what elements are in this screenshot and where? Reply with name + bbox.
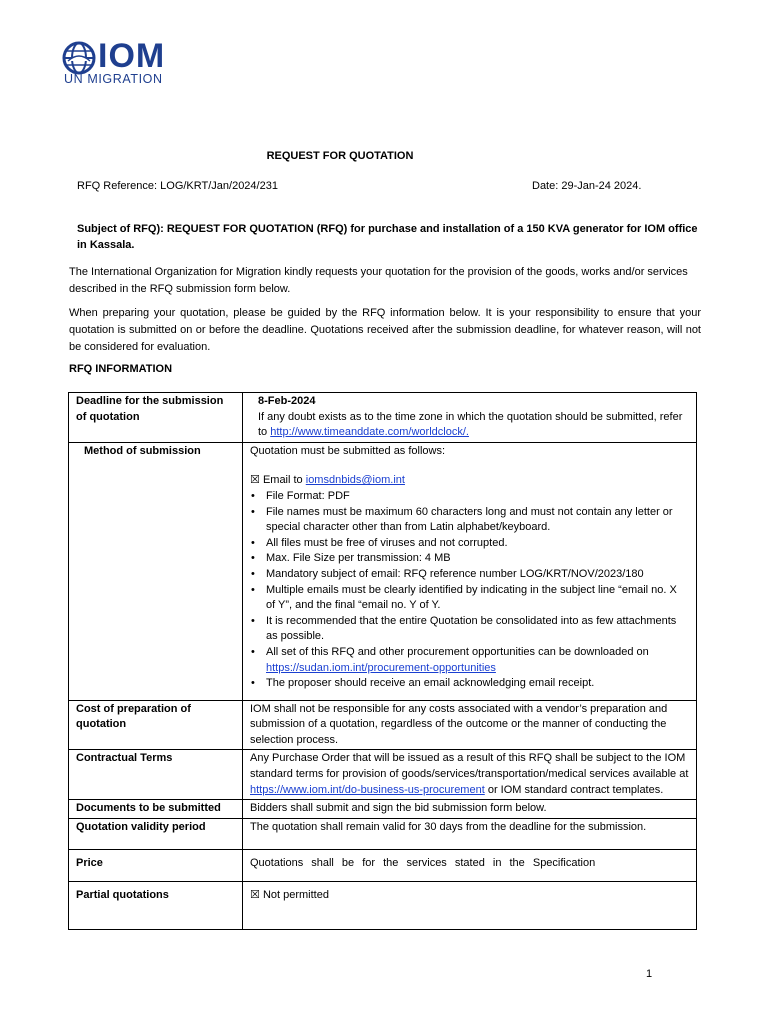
iom-emblem-icon xyxy=(62,41,96,75)
rfq-info-table xyxy=(68,392,697,930)
email-link[interactable]: iomsdnbids@iom.int xyxy=(305,474,405,487)
section-heading: RFQ INFORMATION xyxy=(69,363,173,375)
table-row xyxy=(69,818,697,850)
partial-label: Partial quotations xyxy=(69,882,243,930)
list-item: • The proposer should receive an email acknowledging email receipt. xyxy=(266,676,689,692)
partial-cell xyxy=(243,882,697,930)
documents-label: Documents to be submitted xyxy=(69,800,243,819)
submission-rules-list xyxy=(250,489,689,692)
list-item: • Mandatory subject of email: RFQ reference number LOG/KRT/NOV/2023/180 xyxy=(266,567,689,583)
terms-cell xyxy=(243,750,697,800)
table-row xyxy=(69,442,697,700)
rfq-date: Date: 29-Jan-24 2024. xyxy=(532,180,642,192)
instructions-paragraph: When preparing your quotation, please be guided by the RFQ information below. It is your responsibility to ensure that your quotation is submitted on or before the deadline. Quotations received after the submission deadline, for whatever reason, will not be considered for evaluation. xyxy=(69,307,701,353)
deadline-label: Deadline for the submission of quotation xyxy=(69,393,243,443)
email-line xyxy=(250,473,689,489)
table-row xyxy=(69,750,697,800)
page-title: REQUEST FOR QUOTATION xyxy=(266,150,414,162)
worldclock-link[interactable]: http://www.timeanddate.com/worldclock/. xyxy=(270,426,469,439)
validity-text: The quotation shall remain valid for 30 days from the deadline for the submission. xyxy=(243,818,697,850)
list-item: • All files must be free of viruses and not corrupted. xyxy=(266,536,689,552)
partial-text: Not permitted xyxy=(262,889,329,902)
cost-text: IOM shall not be responsible for any costs associated with a vendor’s preparation and submission of a quotation, regardless of the outcome or the manner of conducting the selection process. xyxy=(243,700,697,750)
list-item: • It is recommended that the entire Quotation be consolidated into as few attachments as possible. xyxy=(266,614,689,645)
deadline-note-text: If any doubt exists as to the time zone in which the quotation should be submitted, refer to xyxy=(258,410,683,439)
partial-checkbox[interactable]: ☒ xyxy=(250,889,260,902)
list-item: • Max. File Size per transmission: 4 MB xyxy=(266,551,689,567)
terms-label: Contractual Terms xyxy=(69,750,243,800)
table-row xyxy=(69,800,697,819)
rfq-reference: RFQ Reference: LOG/KRT/Jan/2024/231 xyxy=(77,180,278,192)
method-intro: Quotation must be submitted as follows: xyxy=(250,444,446,457)
table-row xyxy=(69,882,697,930)
terms-text-after: or IOM standard contract templates. xyxy=(487,783,664,796)
table-row xyxy=(69,393,697,443)
table-row xyxy=(69,700,697,750)
list-item xyxy=(266,645,689,676)
price-text: Quotations shall be for the services stated in the Specification xyxy=(243,850,697,882)
email-prefix: Email to xyxy=(262,474,303,487)
procurement-link[interactable]: https://sudan.iom.int/procurement-opportunities xyxy=(266,661,496,674)
list-item: • File Format: PDF xyxy=(266,489,689,505)
intro-paragraph: The International Organization for Migration kindly requests your quotation for the provision of the goods, works and/or services described in the RFQ submission form below. xyxy=(69,266,688,295)
deadline-note xyxy=(258,410,689,441)
method-cell xyxy=(243,442,697,700)
validity-label: Quotation validity period xyxy=(69,818,243,850)
terms-link[interactable]: https://www.iom.int/do-business-us-procurement xyxy=(250,783,485,796)
rfq-subject: Subject of RFQ): REQUEST FOR QUOTATION (RFQ) for purchase and installation of a 150 KVA generator for IOM office in Kassala. xyxy=(77,223,698,251)
method-label: Method of submission xyxy=(69,442,243,700)
page-number: 1 xyxy=(646,968,653,980)
list-item-text: File names must be maximum 60 characters long and must not contain any letter or special character other than from Latin alphabet/keyboard. xyxy=(266,505,673,534)
cost-label: Cost of preparation of quotation xyxy=(69,700,243,750)
list-item: • Multiple emails must be clearly identified by indicating in the subject line “email no. X of Y”, and the final “email no. Y of Y. xyxy=(266,583,689,614)
price-label: Price xyxy=(69,850,243,882)
download-text: All set of this RFQ and other procurement opportunities can be downloaded on xyxy=(266,645,649,658)
list-item xyxy=(266,505,689,536)
email-checkbox[interactable]: ☒ xyxy=(250,474,260,487)
deadline-date: 8-Feb-2024 xyxy=(258,395,316,407)
deadline-cell xyxy=(243,393,697,443)
terms-text: Any Purchase Order that will be issued as a result of this RFQ shall be subject to the IOM standard terms for provision of goods/services/transportation/medical services available at xyxy=(250,752,689,781)
logo-wordmark: IOM xyxy=(98,37,166,75)
logo-subtitle: UN MIGRATION xyxy=(64,72,163,86)
table-row xyxy=(69,850,697,882)
documents-text: Bidders shall submit and sign the bid submission form below. xyxy=(243,800,697,819)
